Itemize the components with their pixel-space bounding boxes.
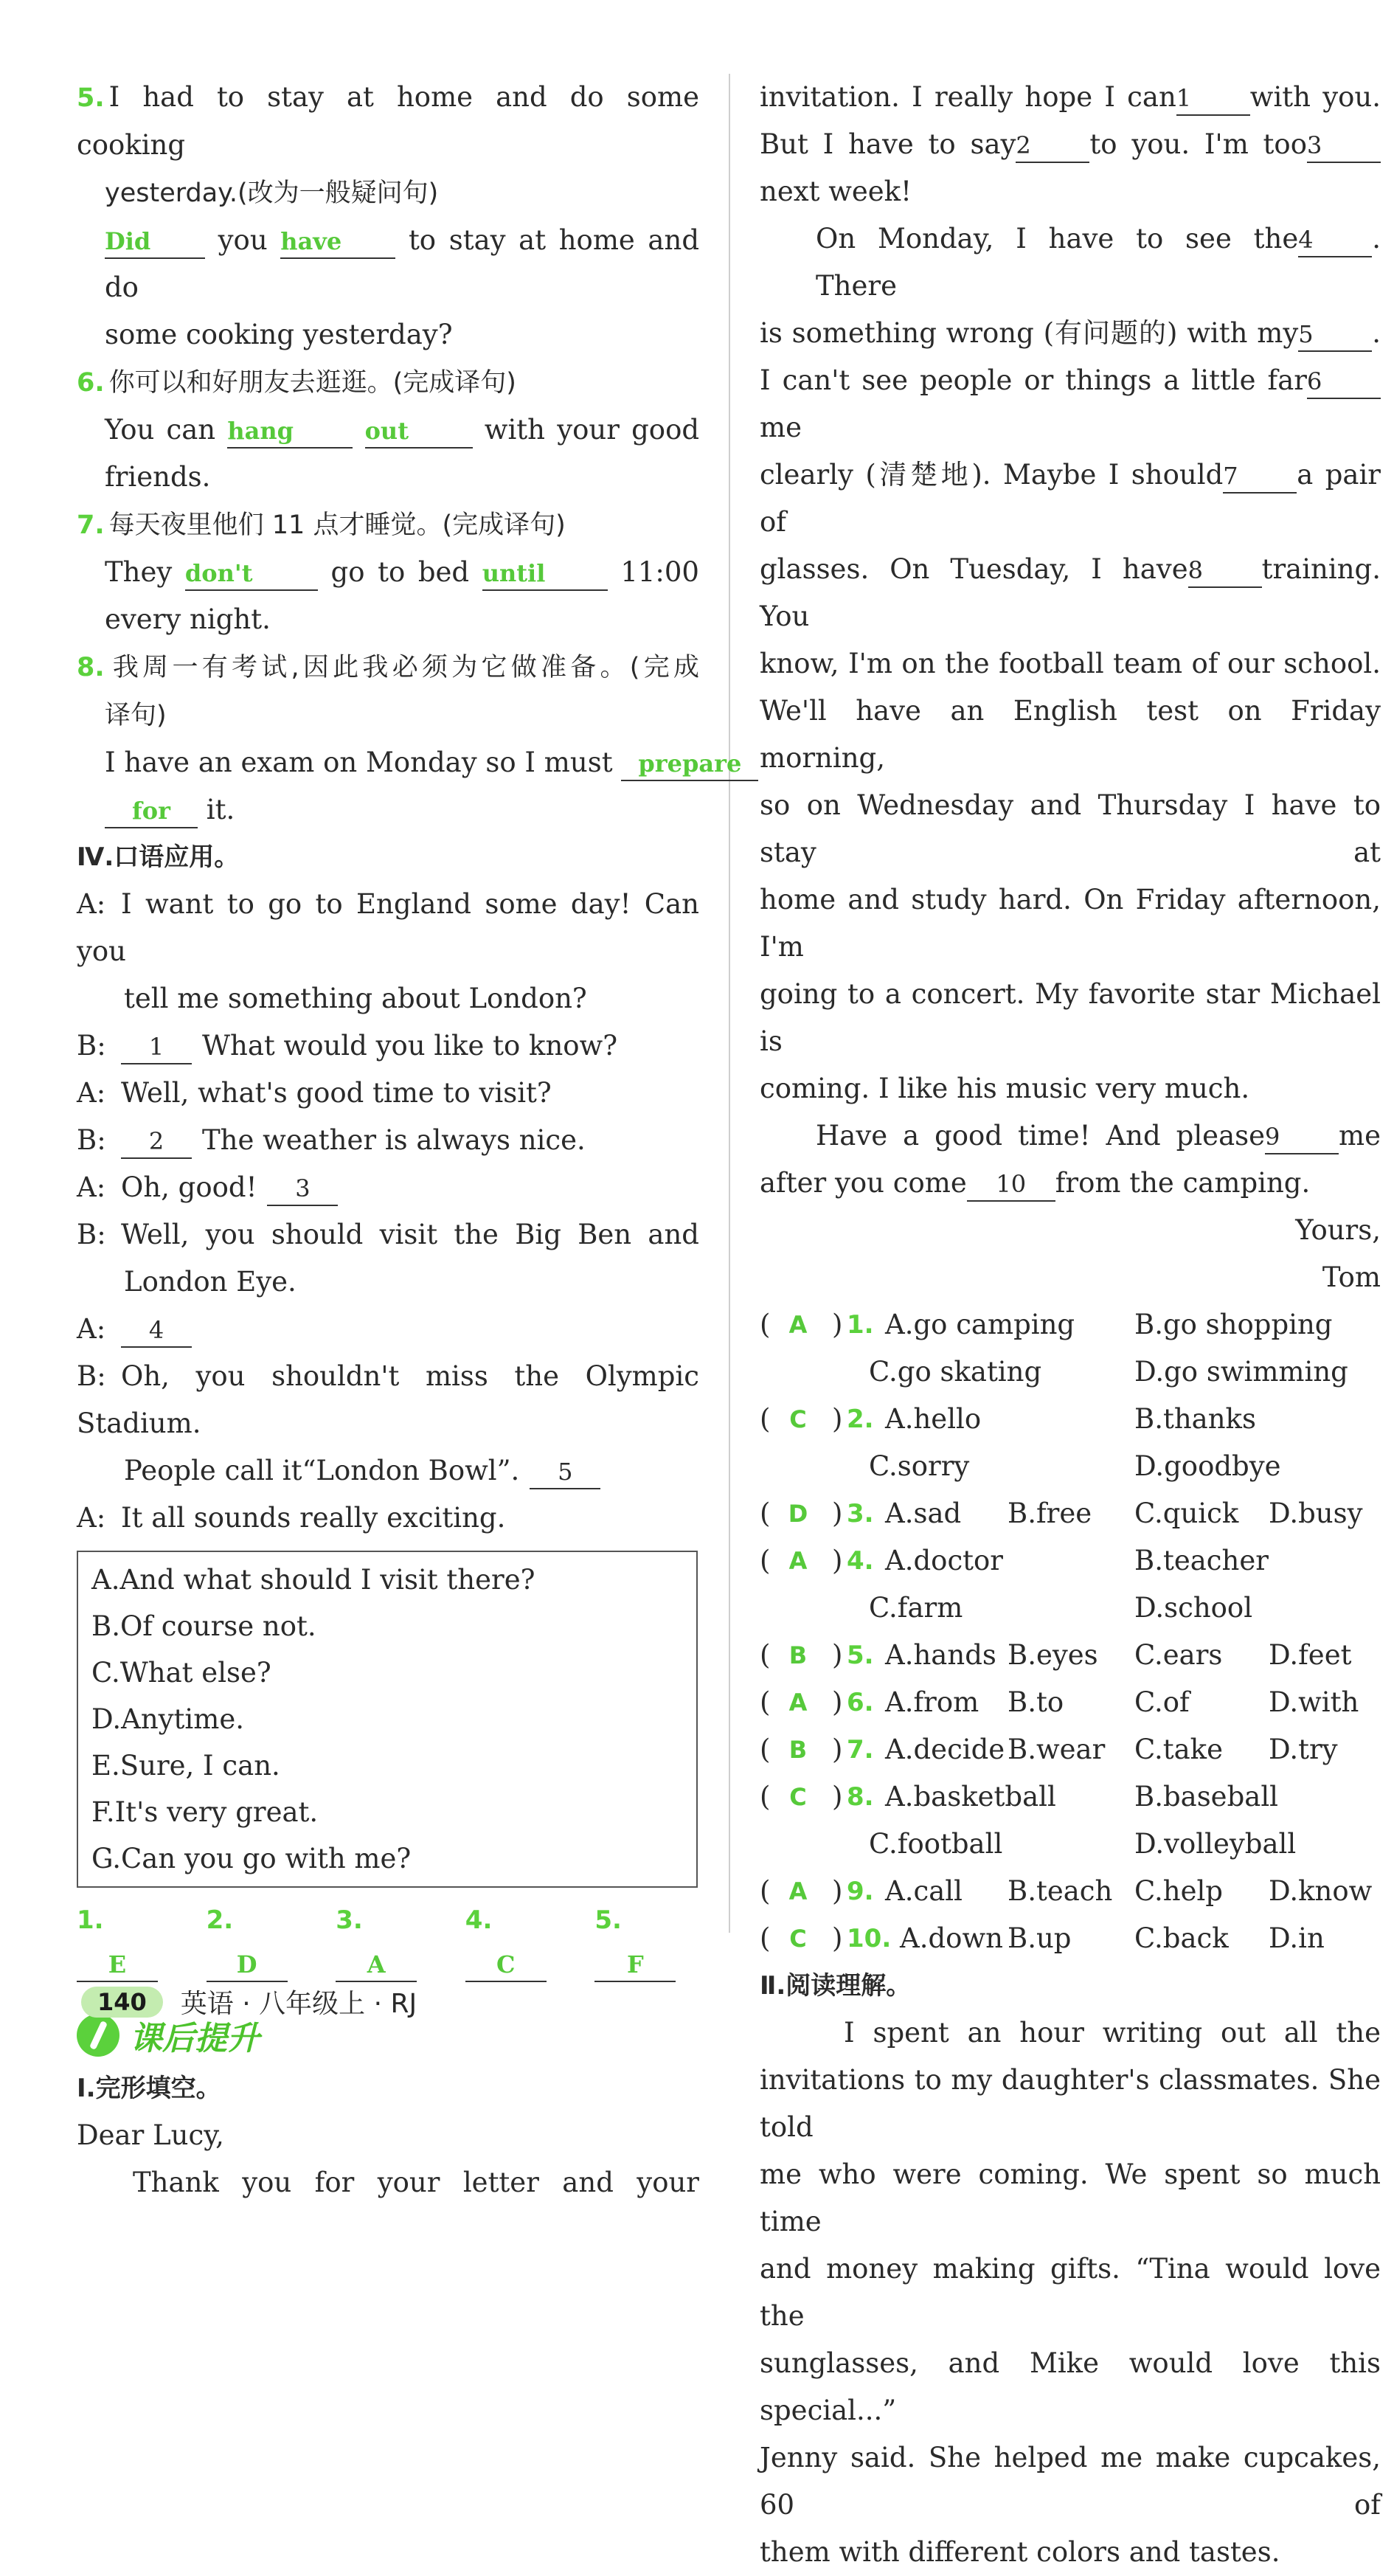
paren-open: (: [760, 1545, 771, 1576]
dialog-text: Well, what's good time to visit?: [121, 1077, 552, 1109]
mc-row: [760, 1868, 1381, 1915]
dialog-answer-item: [336, 1898, 440, 1987]
mc-number: 9.: [847, 1877, 874, 1906]
mc-answer[interactable]: B: [788, 1736, 808, 1764]
paren-close: ): [832, 1922, 843, 1954]
mc-option[interactable]: C.go skating: [869, 1356, 1042, 1388]
dialog-line: [77, 1353, 699, 1447]
answer-number: 2.: [206, 1905, 234, 1935]
dialog-answer-item: [465, 1898, 570, 1987]
paren-close: ): [832, 1545, 843, 1576]
letter-body: [760, 74, 1381, 1207]
paren-open: (: [760, 1403, 771, 1435]
paren-open: (: [760, 1875, 771, 1907]
mc-number: 4.: [847, 1546, 874, 1576]
mc-option[interactable]: A.hands: [885, 1639, 996, 1671]
dialog-option: C.What else?: [91, 1657, 271, 1689]
letter-text: with you.: [1249, 81, 1381, 113]
mc-number: 2.: [847, 1405, 874, 1434]
mc-option[interactable]: A.go camping: [885, 1309, 1075, 1340]
answer-value[interactable]: D: [207, 1948, 288, 1982]
mc-option[interactable]: B.baseball: [1134, 1781, 1278, 1812]
dialog-option: E.Sure, I can.: [91, 1750, 280, 1782]
q6-prompt: 6. 你可以和好朋友去逛逛。(完成译句): [77, 368, 516, 398]
mc-option[interactable]: A.decide: [885, 1734, 1005, 1765]
letter-text: is something wrong (有问题的) with my: [760, 317, 1299, 349]
mc-option[interactable]: D.school: [1134, 1592, 1253, 1624]
q6-answer-1[interactable]: hang: [227, 415, 353, 449]
paren-close: ): [832, 1734, 843, 1765]
letter-line: [760, 546, 1381, 640]
mc-option[interactable]: B.eyes: [1008, 1639, 1098, 1671]
mc-option[interactable]: A.from: [885, 1686, 979, 1718]
letter-line: [760, 876, 1381, 971]
letter-text: from the camping.: [1055, 1167, 1311, 1199]
speaker-label: B:: [77, 1360, 106, 1392]
q5-answer-line: Did you have to stay at home and do: [105, 224, 700, 303]
dialog-line: [77, 881, 699, 975]
section-2-title: Ⅱ.阅读理解。: [760, 1971, 912, 2001]
letter-text: a pair of: [760, 459, 1381, 538]
letter-line: [760, 1112, 1381, 1160]
dialog-blank[interactable]: 4: [121, 1314, 192, 1348]
letter-line: [760, 215, 1381, 310]
q6-answer-2[interactable]: out: [365, 415, 473, 449]
q5-answer-1[interactable]: Did: [105, 225, 205, 259]
mc-option[interactable]: C.ears: [1134, 1639, 1223, 1671]
answer-value[interactable]: F: [594, 1948, 676, 1982]
letter-line: [760, 971, 1381, 1065]
q8-answer-line: I have an exam on Monday so I must prepare: [77, 739, 699, 786]
mc-option[interactable]: D.know: [1269, 1875, 1373, 1907]
dialog-line: [77, 975, 699, 1022]
page-number: 140: [81, 1987, 163, 2018]
paren-close: ): [832, 1686, 843, 1718]
dialog-blank[interactable]: 2: [121, 1125, 192, 1159]
paren-open: (: [760, 1781, 771, 1812]
mc-option[interactable]: A.hello: [885, 1403, 982, 1435]
mc-row: [760, 1773, 1381, 1821]
dialog-text: tell me something about London?: [124, 983, 587, 1014]
letter-line: [760, 782, 1381, 876]
letter-line: [760, 451, 1381, 546]
mc-option[interactable]: D.goodbye: [1134, 1450, 1281, 1482]
q5-prompt: 5. I had to stay at home and do some cooking: [77, 81, 699, 161]
reading-line: invitations to my daughter's classmates. She told: [760, 2064, 1381, 2143]
letter-text: invitation. I really hope I can: [760, 81, 1176, 113]
mc-row: [760, 1679, 1381, 1726]
answer-value[interactable]: C: [465, 1948, 547, 1982]
mc-row: [760, 1301, 1381, 1348]
answer-number: 1.: [77, 1905, 104, 1935]
dialog-line: [77, 1447, 699, 1495]
mc-option[interactable]: B.go shopping: [1134, 1309, 1333, 1340]
dialog-option: A.And what should I visit there?: [91, 1564, 535, 1596]
paren-open: (: [760, 1922, 771, 1954]
paren-close: ): [832, 1403, 843, 1435]
mc-answer[interactable]: C: [789, 1925, 807, 1953]
letter-text: . There: [816, 223, 1381, 302]
letter-text: .: [1372, 317, 1381, 349]
q7-prompt: 7. 每天夜里他们 11 点才睡觉。(完成译句): [77, 510, 566, 540]
speaker-label: A:: [77, 1077, 106, 1109]
letter-text: glasses. On Tuesday, I have: [760, 553, 1188, 585]
dialog-text: Oh, you shouldn't miss the Olympic Stadium.: [77, 1360, 699, 1439]
mc-option[interactable]: C.back: [1134, 1922, 1229, 1954]
answer-number: 4.: [465, 1905, 493, 1935]
mc-option[interactable]: C.help: [1134, 1875, 1223, 1907]
mc-option[interactable]: B.free: [1008, 1498, 1092, 1529]
letter-blank[interactable]: 5: [1298, 318, 1372, 352]
letter-blank[interactable]: 10: [967, 1168, 1055, 1202]
reading-line: I spent an hour writing out all the: [844, 2017, 1381, 2049]
dialog-line: [77, 1117, 699, 1164]
reading-line: them with different colors and tastes.: [760, 2536, 1280, 2568]
letter-blank[interactable]: 2: [1016, 129, 1089, 163]
mc-option[interactable]: D.with: [1269, 1686, 1359, 1718]
letter-line: [760, 1160, 1381, 1207]
paren-close: ): [832, 1781, 843, 1812]
answer-number: 3.: [336, 1905, 363, 1935]
q6-answer-line-2: friends.: [105, 461, 211, 493]
letter-text: home and study hard. On Friday afternoon, I'm: [760, 884, 1381, 963]
paren-open: (: [760, 1498, 771, 1529]
dialog-option: G.Can you go with me?: [91, 1843, 412, 1874]
mc-option[interactable]: D.try: [1269, 1734, 1338, 1765]
q5-answer-line-2: some cooking yesterday?: [105, 319, 453, 350]
dialog-text: What would you like to know?: [202, 1030, 618, 1062]
dialog-line: [77, 1306, 699, 1353]
mc-row-continued: [760, 1821, 1381, 1868]
q8-answer-2[interactable]: for: [105, 794, 198, 828]
dialog-options-box: [77, 1551, 698, 1888]
letter-text: We'll have an English test on Friday morning,: [760, 695, 1381, 774]
dialog-line: [77, 1070, 699, 1117]
mc-row: [760, 1915, 1381, 1962]
reading-line: me who were coming. We spent so much time: [760, 2158, 1381, 2237]
paren-open: (: [760, 1309, 771, 1340]
section-4-title: Ⅳ.口语应用。: [77, 842, 240, 872]
dialog-text: I want to go to England some day! Can you: [77, 888, 699, 967]
q7-answer-2[interactable]: until: [482, 557, 608, 591]
mc-option[interactable]: D.volleyball: [1134, 1828, 1297, 1860]
paren-close: ): [832, 1639, 843, 1671]
q8-prompt: 8. 我周一有考试,因此我必须为它做准备。(完成: [77, 653, 699, 682]
mc-option[interactable]: C.sorry: [869, 1450, 970, 1482]
dialog-line: [77, 1164, 699, 1211]
mc-option[interactable]: B.up: [1008, 1922, 1072, 1954]
paren-open: (: [760, 1639, 771, 1671]
dialog: [77, 881, 699, 1542]
mc-answer[interactable]: A: [788, 1311, 808, 1339]
mc-option[interactable]: B.teacher: [1134, 1545, 1269, 1576]
mc-row: [760, 1537, 1381, 1585]
dialog-text: London Eye.: [124, 1266, 297, 1298]
letter-line: [760, 688, 1381, 782]
letter-text: going to a concert. My favorite star Michael is: [760, 978, 1381, 1057]
letter-blank[interactable]: 6: [1307, 365, 1381, 399]
dialog-line: [77, 1495, 699, 1542]
dialog-answer-item: [77, 1898, 181, 1987]
letter-sign-2: Tom: [1322, 1261, 1381, 1293]
mc-number: 10.: [847, 1924, 892, 1953]
q5-prompt-2: yesterday.(改为一般疑问句): [105, 179, 439, 208]
mc-option[interactable]: B.wear: [1008, 1734, 1106, 1765]
q5-answer-2[interactable]: have: [280, 225, 395, 259]
mc-row: [760, 1396, 1381, 1443]
dialog-text: Oh, good!: [121, 1171, 257, 1203]
left-column: [77, 74, 742, 2206]
letter-text: On Monday, I have to see the: [816, 223, 1299, 255]
reading-line: Jenny said. She helped me make cupcakes, 60 of: [760, 2442, 1381, 2521]
reading-passage: [760, 2009, 1381, 2576]
dialog-text: People call it“London Bowl”.: [124, 1455, 520, 1486]
mc-option[interactable]: D.go swimming: [1134, 1356, 1348, 1388]
letter-text: after you come: [760, 1167, 967, 1199]
mc-answer[interactable]: C: [789, 1405, 807, 1433]
letter-blank[interactable]: 1: [1176, 82, 1250, 116]
dialog-line: [77, 1211, 699, 1258]
letter-blank[interactable]: 9: [1265, 1121, 1339, 1154]
speaker-label: A:: [77, 888, 106, 920]
dialog-text: Well, you should visit the Big Ben and: [121, 1219, 699, 1250]
column-divider: [729, 74, 730, 1933]
dialog-blank[interactable]: 1: [121, 1031, 192, 1064]
letter-line: [760, 168, 1381, 215]
letter-blank[interactable]: 8: [1188, 554, 1262, 588]
mc-answer[interactable]: A: [788, 1689, 808, 1717]
q8-answer-line-2: for it.: [77, 786, 699, 834]
q8-answer-1[interactable]: prepare: [621, 747, 758, 781]
dialog-blank[interactable]: 3: [267, 1172, 338, 1206]
speaker-label: B:: [77, 1124, 106, 1156]
letter-line: [760, 74, 1381, 121]
letter-line: [760, 121, 1381, 168]
mc-number: 3.: [847, 1499, 874, 1528]
paren-open: (: [760, 1686, 771, 1718]
q7-answer-1[interactable]: don't: [185, 557, 318, 591]
mc-row: [760, 1726, 1381, 1773]
mc-option[interactable]: A.call: [885, 1875, 963, 1907]
letter-text: clearly (清楚地). Maybe I should: [760, 459, 1224, 491]
dialog-option: B.Of course not.: [91, 1610, 316, 1642]
dialog-text: It all sounds really exciting.: [121, 1502, 506, 1534]
mc-row: [760, 1632, 1381, 1679]
letter-line: [760, 640, 1381, 688]
mc-option[interactable]: C.farm: [869, 1592, 963, 1624]
answer-value[interactable]: A: [336, 1948, 417, 1982]
mc-option[interactable]: D.busy: [1269, 1498, 1363, 1529]
multiple-choice-list: [760, 1301, 1381, 1962]
letter-sign-1: Yours,: [1295, 1214, 1381, 1246]
mc-option[interactable]: A.sad: [885, 1498, 962, 1529]
dialog-blank[interactable]: 5: [530, 1455, 600, 1489]
mc-option[interactable]: C.take: [1134, 1734, 1223, 1765]
letter-text: me: [1339, 1120, 1381, 1152]
letter-line: [760, 357, 1381, 451]
letter-start: Thank you for your letter and your: [133, 2167, 699, 2198]
mc-answer[interactable]: C: [789, 1783, 807, 1811]
mc-option[interactable]: D.in: [1269, 1922, 1325, 1954]
mc-option[interactable]: B.thanks: [1134, 1403, 1256, 1435]
q8-prompt-2: 译句): [105, 701, 167, 730]
section-1-title: Ⅰ.完形填空。: [77, 2074, 221, 2103]
mc-option[interactable]: A.doctor: [885, 1545, 1003, 1576]
q5-number: 5.: [77, 83, 105, 113]
right-column: [760, 74, 1381, 2576]
reading-line: sunglasses, and Mike would love this special...”: [760, 2347, 1381, 2426]
letter-text: coming. I like his music very much.: [760, 1073, 1250, 1104]
dialog-answers: [77, 1898, 699, 1987]
mc-answer[interactable]: B: [788, 1641, 808, 1669]
after-class-title: 课后提升: [130, 2020, 260, 2057]
q6-answer-line: You can hang out with your good: [77, 406, 699, 454]
mc-answer[interactable]: D: [788, 1500, 808, 1528]
mc-number: 6.: [847, 1688, 874, 1717]
mc-number: 7.: [847, 1735, 874, 1765]
reading-line: and money making gifts. “Tina would love the: [760, 2253, 1381, 2332]
letter-text: next week!: [760, 176, 912, 207]
mc-answer[interactable]: A: [788, 1877, 808, 1905]
mc-option[interactable]: A.basketball: [885, 1781, 1056, 1812]
q7-answer-line-2: every night.: [105, 603, 271, 635]
letter-line: [760, 310, 1381, 357]
paren-close: ): [832, 1875, 843, 1907]
mc-row-continued: [760, 1443, 1381, 1490]
dialog-option: F.It's very great.: [91, 1796, 319, 1828]
mc-option[interactable]: A.down: [900, 1922, 1003, 1954]
speaker-label: B:: [77, 1030, 106, 1062]
speaker-label: A:: [77, 1313, 106, 1345]
dialog-answer-item: [207, 1898, 311, 1987]
mc-answer[interactable]: A: [788, 1547, 808, 1575]
dialog-text: The weather is always nice.: [202, 1124, 586, 1156]
letter-text: so on Wednesday and Thursday I have to stay at: [760, 789, 1381, 868]
mc-number: 1.: [847, 1310, 874, 1340]
dialog-line: [77, 1258, 699, 1306]
book-info: 英语 · 八年级上 · RJ: [180, 1989, 417, 2019]
letter-text: training. You: [760, 553, 1381, 632]
page-footer: [81, 1983, 417, 2021]
mc-option[interactable]: C.quick: [1134, 1498, 1239, 1529]
dialog-option: D.Anytime.: [91, 1703, 245, 1735]
letter-greeting: Dear Lucy,: [77, 2119, 224, 2151]
letter-text: me: [760, 412, 802, 443]
speaker-label: A:: [77, 1171, 106, 1203]
paren-close: ): [832, 1498, 843, 1529]
paren-open: (: [760, 1734, 771, 1765]
dialog-line: [77, 1022, 699, 1070]
mc-option[interactable]: C.football: [869, 1828, 1003, 1860]
speaker-label: A:: [77, 1502, 106, 1534]
mc-number: 5.: [847, 1641, 874, 1670]
mc-number: 8.: [847, 1782, 874, 1812]
mc-option[interactable]: B.teach: [1008, 1875, 1113, 1907]
paren-close: ): [832, 1309, 843, 1340]
letter-blank[interactable]: 7: [1223, 460, 1297, 494]
dialog-answer-item: [594, 1898, 699, 1987]
mc-option[interactable]: D.feet: [1269, 1639, 1352, 1671]
letter-blank[interactable]: 3: [1307, 129, 1381, 163]
letter-text: But I have to say: [760, 128, 1016, 160]
letter-text: I can't see people or things a little far: [760, 364, 1307, 396]
letter-blank[interactable]: 4: [1298, 224, 1372, 257]
letter-text: to you. I'm too: [1089, 128, 1307, 160]
mc-row: [760, 1490, 1381, 1537]
speaker-label: B:: [77, 1219, 106, 1250]
letter-text: know, I'm on the football team of our school.: [760, 648, 1381, 679]
mc-option[interactable]: B.to: [1008, 1686, 1064, 1718]
mc-row-continued: [760, 1585, 1381, 1632]
answer-number: 5.: [594, 1905, 622, 1935]
letter-text: Have a good time! And please: [816, 1120, 1266, 1152]
letter-line: [760, 1065, 1381, 1112]
answer-value[interactable]: E: [77, 1948, 158, 1982]
mc-row-continued: [760, 1348, 1381, 1396]
q7-answer-line: They don't go to bed until 11:00: [77, 549, 699, 596]
mc-option[interactable]: C.of: [1134, 1686, 1190, 1718]
